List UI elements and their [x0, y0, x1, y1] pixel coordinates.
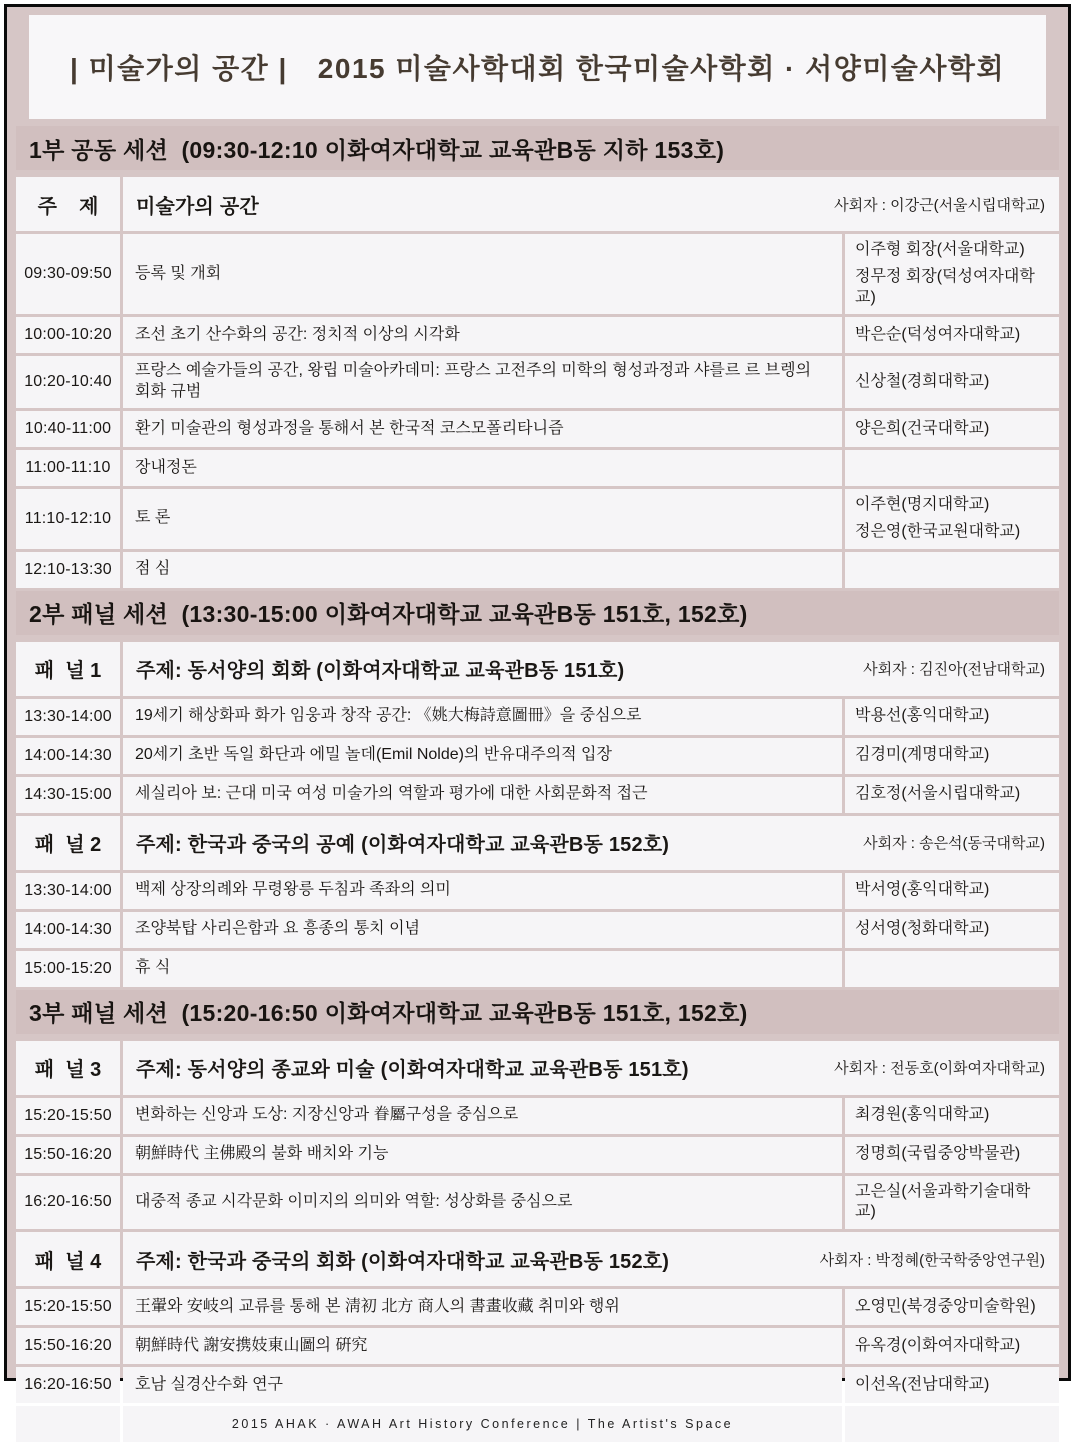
- panel-topic-cell: [123, 177, 1059, 231]
- presenter-cell: [845, 1137, 1059, 1173]
- session-title-cell: 프랑스 예술가들의 공간, 왕립 미술아카데미: 프랑스 고전주의 미학의 형성과정과 샤를르 르 브렝의 회화 규범: [123, 356, 842, 408]
- presenter-name: 이선옥(전남대학교): [855, 1375, 990, 1393]
- presenter-cell: [845, 738, 1059, 774]
- presenter-name: 고은실(서울과학기술대학교): [855, 1182, 1031, 1221]
- panel-header-row: [16, 642, 1059, 696]
- panel-topic: 주제: 동서양의 회화 (이화여자대학교 교육관B동 151호): [136, 660, 625, 683]
- presenter-name: 오영민(북경중앙미술학원): [855, 1297, 1036, 1315]
- session-title-cell: 휴 식: [123, 951, 842, 987]
- table-row: [16, 411, 1059, 447]
- session-title-cell: 세실리아 보: 근대 미국 여성 미술가의 역할과 평가에 대한 사회문화적 접근: [123, 777, 842, 813]
- session-title-cell: 19세기 해상화파 화가 임웅과 창작 공간: 《姚大梅詩意圖冊》을 중심으로: [123, 699, 842, 735]
- table-row: [16, 873, 1059, 909]
- time-cell: 11:00-11:10: [16, 450, 120, 486]
- table-row: [16, 356, 1059, 408]
- time-cell: 16:20-16:50: [16, 1367, 120, 1403]
- panel-label-cell: 패 널 3: [16, 1041, 120, 1095]
- table-row: [16, 1328, 1059, 1364]
- time-cell: 15:50-16:20: [16, 1137, 120, 1173]
- table-row: [16, 317, 1059, 353]
- presenter-name: 유옥경(이화여자대학교): [855, 1336, 1021, 1354]
- presenter-cell: [845, 777, 1059, 813]
- time-cell: 13:30-14:00: [16, 699, 120, 735]
- table-row: [16, 777, 1059, 813]
- session-title-cell: 朝鮮時代 謝安携妓東山圖의 硏究: [123, 1328, 842, 1364]
- presenter-name: 박은순(덕성여자대학교): [855, 325, 1021, 343]
- presenter-cell: [845, 411, 1059, 447]
- presenter-name: 김경미(계명대학교): [855, 746, 990, 764]
- time-cell: 15:00-15:20: [16, 951, 120, 987]
- section-title: 3부 패널 세션 (15:20-16:50 이화여자대학교 교육관B동 151호, 152호): [29, 1000, 748, 1027]
- session-title-cell: 점 심: [123, 552, 842, 588]
- presenter-cell: [845, 356, 1059, 408]
- panel-label-cell: 패 널 1: [16, 642, 120, 696]
- footer-left-cell: [16, 1406, 120, 1442]
- session-title-cell: 토 론: [123, 489, 842, 549]
- panel-chair: 사회자 : 전동호(이화여자대학교): [834, 1060, 1045, 1078]
- panel-topic-cell: [123, 642, 1059, 696]
- panel-topic: 주제: 동서양의 종교와 미술 (이화여자대학교 교육관B동 151호): [136, 1059, 689, 1082]
- panel-topic-cell: [123, 1232, 1059, 1286]
- panel-topic: 주제: 한국과 중국의 회화 (이화여자대학교 교육관B동 152호): [136, 1250, 670, 1273]
- session-title-cell: 장내정돈: [123, 450, 842, 486]
- panel-label-cell: 주 제: [16, 177, 120, 231]
- table-row: [16, 1098, 1059, 1134]
- presenter-name: 성서영(청화대학교): [855, 920, 990, 938]
- footer-right-cell: [845, 1406, 1059, 1442]
- presenter-name: 이주형 회장(서울대학교): [855, 241, 1025, 258]
- table-row: [16, 1367, 1059, 1403]
- presenter-cell: [845, 1289, 1059, 1325]
- presenter-name: 이주현(명지대학교): [855, 495, 990, 513]
- section-title: 1부 공동 세션 (09:30-12:10 이화여자대학교 교육관B동 지하 153호): [29, 136, 725, 163]
- table-row: [16, 1137, 1059, 1173]
- panel-topic: 주제: 한국과 중국의 공예 (이화여자대학교 교육관B동 152호): [136, 834, 670, 857]
- section-band: [16, 990, 1059, 1034]
- presenter-name: 최경원(홍익대학교): [855, 1106, 990, 1124]
- presenter-cell: [845, 317, 1059, 353]
- time-cell: 14:00-14:30: [16, 912, 120, 948]
- table-row: [16, 738, 1059, 774]
- presenter-name: 박용선(홍익대학교): [855, 707, 990, 725]
- section-band: [16, 126, 1059, 170]
- section-title: 2부 패널 세션 (13:30-15:00 이화여자대학교 교육관B동 151호, 152호): [29, 601, 748, 628]
- presenter-cell: [845, 873, 1059, 909]
- time-cell: 11:10-12:10: [16, 489, 120, 549]
- session-title-cell: 환기 미술관의 형성과정을 통해서 본 한국적 코스모폴리타니즘: [123, 411, 842, 447]
- panel-header-row: [16, 1041, 1059, 1095]
- table-row: [16, 912, 1059, 948]
- table-row: [16, 699, 1059, 735]
- time-cell: 15:20-15:50: [16, 1098, 120, 1134]
- presenter-cell: [845, 489, 1059, 549]
- presenter-cell: [845, 234, 1059, 314]
- footer-text: 2015 AHAK · AWAH Art History Conference | The Artist's Space: [123, 1406, 842, 1442]
- footer-row: [16, 1406, 1059, 1442]
- panel-chair: 사회자 : 김진아(전남대학교): [863, 661, 1045, 679]
- panel-topic-cell: [123, 1041, 1059, 1095]
- panel-topic: 미술가의 공간: [136, 195, 259, 218]
- presenter-name: 정명희(국립중앙박물관): [855, 1145, 1021, 1163]
- presenter-name: 박서영(홍익대학교): [855, 881, 990, 899]
- presenter-name: 정무정 회장(덕성여자대학교): [855, 267, 1035, 306]
- panel-chair: 사회자 : 이강근(서울시립대학교): [834, 196, 1045, 214]
- schedule-body: [16, 126, 1059, 1442]
- panel-chair: 사회자 : 박정혜(한국학중앙연구원): [819, 1251, 1045, 1269]
- table-row: [16, 234, 1059, 314]
- presenter-cell: [845, 1328, 1059, 1364]
- table-row: [16, 489, 1059, 549]
- presenter-name: 김호정(서울시립대학교): [855, 785, 1021, 803]
- presenter-cell: [845, 552, 1059, 588]
- time-cell: 10:20-10:40: [16, 356, 120, 408]
- session-title-cell: 朝鮮時代 主佛殿의 불화 배치와 기능: [123, 1137, 842, 1173]
- page-title-left: | 미술가의 공간 |: [70, 53, 288, 84]
- time-cell: 10:00-10:20: [16, 317, 120, 353]
- presenter-cell: [845, 1098, 1059, 1134]
- table-row: [16, 450, 1059, 486]
- panel-label-cell: 패 널 2: [16, 816, 120, 870]
- program-page: [4, 4, 1071, 1432]
- time-cell: 09:30-09:50: [16, 234, 120, 314]
- panel-header-row: [16, 1232, 1059, 1286]
- table-row: [16, 552, 1059, 588]
- session-title-cell: 변화하는 신앙과 도상: 지장신앙과 眷屬구성을 중심으로: [123, 1098, 842, 1134]
- page-header: [29, 15, 1046, 119]
- time-cell: 16:20-16:50: [16, 1176, 120, 1230]
- presenter-cell: [845, 1176, 1059, 1230]
- session-title-cell: 등록 및 개회: [123, 234, 842, 314]
- session-title-cell: 20세기 초반 독일 화단과 에밀 놀데(Emil Nolde)의 반유대주의적 입장: [123, 738, 842, 774]
- session-title-cell: 조양북탑 사리은함과 요 흥종의 통치 이념: [123, 912, 842, 948]
- page-title-right: 2015 미술사학대회 한국미술사학회 · 서양미술사학회: [317, 53, 1005, 84]
- presenter-cell: [845, 912, 1059, 948]
- session-title-cell: 호남 실경산수화 연구: [123, 1367, 842, 1403]
- panel-header-row: [16, 177, 1059, 231]
- time-cell: 13:30-14:00: [16, 873, 120, 909]
- presenter-cell: [845, 951, 1059, 987]
- table-row: [16, 1289, 1059, 1325]
- presenter-cell: [845, 1367, 1059, 1403]
- section-band: [16, 591, 1059, 635]
- presenter-name: 신상철(경희대학교): [855, 372, 990, 390]
- session-title-cell: 조선 초기 산수화의 공간: 정치적 이상의 시각화: [123, 317, 842, 353]
- time-cell: 15:50-16:20: [16, 1328, 120, 1364]
- presenter-name: 정은영(한국교원대학교): [855, 522, 1021, 540]
- session-title-cell: 백제 상장의례와 무령왕릉 두침과 족좌의 의미: [123, 873, 842, 909]
- time-cell: 10:40-11:00: [16, 411, 120, 447]
- time-cell: 14:30-15:00: [16, 777, 120, 813]
- presenter-cell: [845, 699, 1059, 735]
- time-cell: 14:00-14:30: [16, 738, 120, 774]
- presenter-name: 양은희(건국대학교): [855, 419, 990, 437]
- time-cell: 12:10-13:30: [16, 552, 120, 588]
- panel-chair: 사회자 : 송은석(동국대학교): [863, 835, 1045, 853]
- session-title-cell: 王翬와 安岐의 교류를 통해 본 淸初 北方 商人의 書畫收藏 취미와 행위: [123, 1289, 842, 1325]
- panel-label-cell: 패 널 4: [16, 1232, 120, 1286]
- time-cell: 15:20-15:50: [16, 1289, 120, 1325]
- panel-header-row: [16, 816, 1059, 870]
- panel-topic-cell: [123, 816, 1059, 870]
- presenter-cell: [845, 450, 1059, 486]
- table-row: [16, 951, 1059, 987]
- session-title-cell: 대중적 종교 시각문화 이미지의 의미와 역할: 성상화를 중심으로: [123, 1176, 842, 1230]
- table-row: [16, 1176, 1059, 1230]
